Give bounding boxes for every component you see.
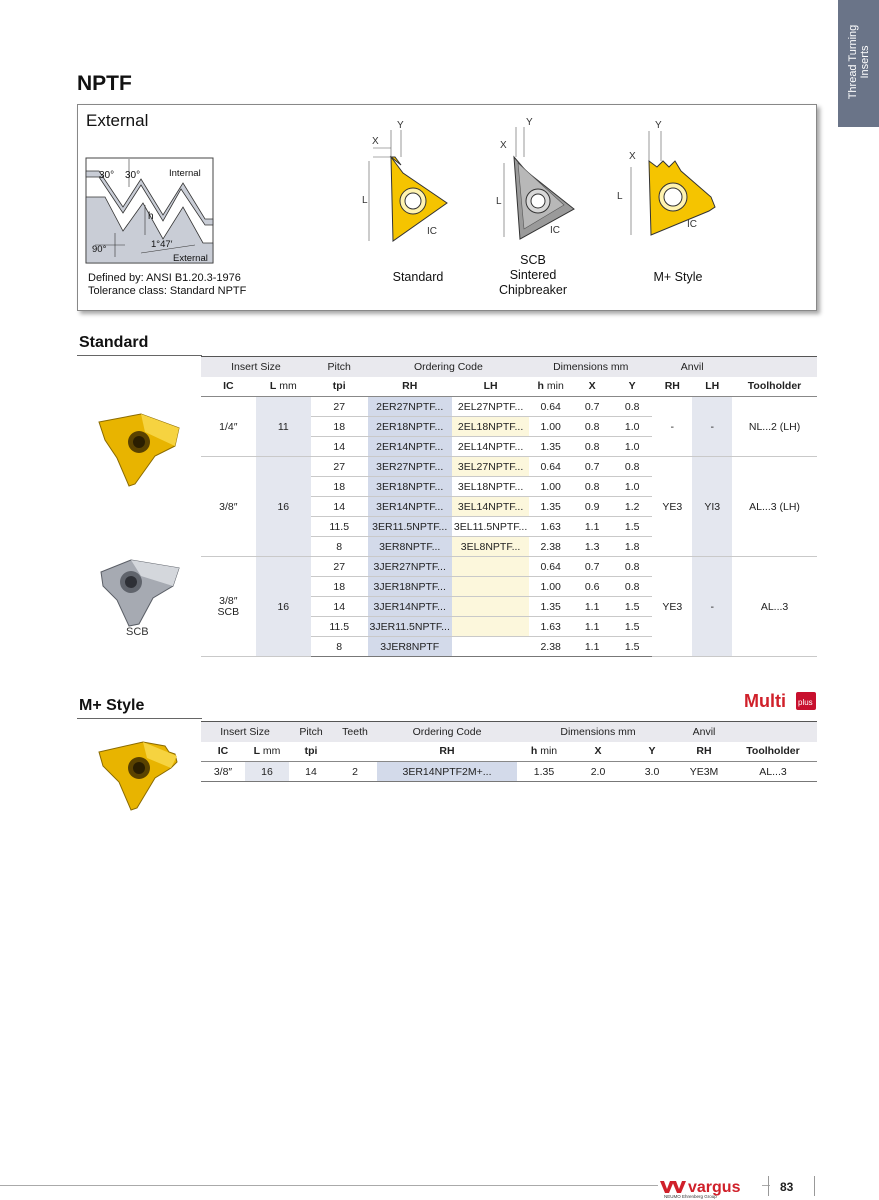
toolholder-cell: AL...3 (LH) bbox=[732, 457, 817, 557]
l-cell: 11 bbox=[256, 397, 311, 457]
ic-header: IC bbox=[201, 742, 245, 762]
multi-plus-logo bbox=[744, 689, 818, 717]
h-cell: 1.35 bbox=[517, 762, 571, 782]
standard-insert-photo bbox=[95, 410, 185, 490]
thread-profile-diagram bbox=[85, 157, 215, 265]
sub-header-row bbox=[201, 742, 817, 762]
anvil-rh-cell: YE3 bbox=[652, 557, 692, 657]
y-cell: 3.0 bbox=[625, 762, 679, 782]
external-thread-panel bbox=[77, 104, 817, 311]
scb-caption: SCB bbox=[126, 626, 149, 638]
svg-text:X: X bbox=[629, 151, 636, 162]
dimensions-header: Dimensions mm bbox=[517, 722, 679, 742]
table-row: 14 3JER14NPTF... 1.35 1.1 1.5 bbox=[201, 597, 817, 617]
standard-section-title: Standard bbox=[79, 334, 149, 351]
dimensions-header: Dimensions mm bbox=[529, 357, 652, 377]
pitch-header: Pitch bbox=[289, 722, 333, 742]
svg-text:L: L bbox=[617, 191, 623, 202]
toolholder-cell: AL...3 bbox=[732, 557, 817, 657]
anvil-rh-header: RH bbox=[652, 377, 692, 397]
scb-insert-label: SCB Sintered Chipbreaker bbox=[498, 253, 568, 297]
section-tab bbox=[838, 0, 879, 127]
anvil-lh-cell: YI3 bbox=[692, 457, 732, 557]
svg-text:Multi: Multi bbox=[744, 691, 786, 711]
anvil-lh-cell: - bbox=[692, 397, 732, 457]
ic-cell: 1/4″ bbox=[201, 397, 256, 457]
toolholder-header: Toolholder bbox=[729, 742, 817, 762]
brand-sub: NEUMO Ehrenberg Group bbox=[664, 1194, 717, 1199]
svg-text:L: L bbox=[496, 196, 502, 207]
internal-label: Internal bbox=[169, 168, 201, 179]
scb-insert-photo bbox=[95, 558, 185, 628]
table-row: 8 3ER8NPTF... 3EL8NPTF... 2.38 1.3 1.8 bbox=[201, 537, 817, 557]
ic-cell: 3/8″ bbox=[201, 457, 256, 557]
table-row: 3/8″ 16 27 3ER27NPTF... 3EL27NPTF... 0.64 0.7 0.8 YE3 YI3 AL...3 (LH) bbox=[201, 457, 817, 477]
h-header: h min bbox=[529, 377, 572, 397]
group-header-row bbox=[201, 357, 817, 377]
table-row: 18 2ER18NPTF... 2EL18NPTF... 1.00 0.8 1.0 bbox=[201, 417, 817, 437]
footer-line bbox=[0, 1185, 770, 1186]
group-header-row bbox=[201, 722, 817, 742]
ic-dim: IC bbox=[427, 226, 437, 237]
anvil-rh-header: RH bbox=[679, 742, 729, 762]
brand-name: vargus bbox=[688, 1179, 741, 1196]
standard-spec-table bbox=[201, 356, 817, 657]
lh-header: LH bbox=[452, 377, 529, 397]
anvil-rh-cell: YE3 bbox=[652, 457, 692, 557]
anvil-header: Anvil bbox=[679, 722, 729, 742]
toolholder-cell: AL...3 bbox=[729, 762, 817, 782]
definition-text bbox=[88, 272, 246, 298]
svg-text:Y: Y bbox=[526, 117, 533, 128]
standard-insert-drawing bbox=[361, 117, 471, 247]
ic-cell: 3/8″ bbox=[201, 762, 245, 782]
sub-header-row bbox=[201, 377, 817, 397]
external-label: External bbox=[173, 253, 208, 264]
h-header: h min bbox=[517, 742, 571, 762]
tpi-header: tpi bbox=[289, 742, 333, 762]
table-row: 11.5 3ER11.5NPTF... 3EL11.5NPTF... 1.63 1.1 1.5 bbox=[201, 517, 817, 537]
mplus-section-title: M+ Style bbox=[79, 697, 145, 714]
anvil-rh-cell: - bbox=[652, 397, 692, 457]
ic-cell: 3/8″ SCB bbox=[201, 557, 256, 657]
rh-code-cell: 3ER14NPTF2M+... bbox=[377, 762, 517, 782]
anvil-header: Anvil bbox=[652, 357, 732, 377]
table-row: 3/8″ SCB 16 27 3JER27NPTF... 0.64 0.7 0.8 YE3 - AL...3 bbox=[201, 557, 817, 577]
ordering-code-header: Ordering Code bbox=[377, 722, 517, 742]
anvil-rh-cell: YE3M bbox=[679, 762, 729, 782]
table-row: 14 2ER14NPTF... 2EL14NPTF... 1.35 0.8 1.0 bbox=[201, 437, 817, 457]
tpi-cell: 14 bbox=[289, 762, 333, 782]
anvil-lh-cell: - bbox=[692, 557, 732, 657]
angle-left-label: 30° bbox=[99, 170, 115, 181]
angle-90-label: 90° bbox=[92, 244, 107, 255]
table-row: 14 3ER14NPTF... 3EL14NPTF... 1.35 0.9 1.2 bbox=[201, 497, 817, 517]
insert-size-header: Insert Size bbox=[201, 357, 311, 377]
footer-divider bbox=[814, 1176, 815, 1196]
l-header: L mm bbox=[245, 742, 289, 762]
y-header: Y bbox=[612, 377, 652, 397]
svg-text:Y: Y bbox=[655, 120, 662, 131]
ic-header: IC bbox=[201, 377, 256, 397]
table-row: 18 3JER18NPTF... 1.00 0.6 0.8 bbox=[201, 577, 817, 597]
ordering-code-header: Ordering Code bbox=[368, 357, 530, 377]
footer-divider bbox=[768, 1176, 769, 1196]
section-tab-label: Thread Turning Inserts bbox=[846, 24, 871, 100]
standard-section-rule bbox=[77, 355, 202, 356]
angle-right-label: 30° bbox=[125, 170, 141, 181]
x-header: X bbox=[572, 377, 612, 397]
mplus-spec-table bbox=[201, 721, 817, 782]
standard-insert-label: Standard bbox=[392, 270, 444, 284]
mplus-section-rule bbox=[77, 718, 202, 719]
x-cell: 2.0 bbox=[571, 762, 625, 782]
rh-header: RH bbox=[368, 377, 452, 397]
l-header: L mm bbox=[256, 377, 311, 397]
teeth-cell: 2 bbox=[333, 762, 377, 782]
l-dim: L bbox=[362, 195, 368, 206]
mplus-insert-photo bbox=[95, 738, 185, 812]
tolerance-class: Tolerance class: Standard NPTF bbox=[88, 285, 247, 297]
l-cell: 16 bbox=[256, 457, 311, 557]
table-row: 1/4″ 11 27 2ER27NPTF... 2EL27NPTF... 0.64 0.7 0.8 - - NL...2 (LH) bbox=[201, 397, 817, 417]
h-label: h bbox=[148, 211, 154, 222]
l-cell: 16 bbox=[245, 762, 289, 782]
y-header: Y bbox=[625, 742, 679, 762]
table-row: 8 3JER8NPTF 2.38 1.1 1.5 bbox=[201, 637, 817, 657]
page-number: 83 bbox=[780, 1180, 794, 1194]
insert-size-header: Insert Size bbox=[201, 722, 289, 742]
x-header: X bbox=[571, 742, 625, 762]
teeth-header: Teeth bbox=[333, 722, 377, 742]
l-cell: 16 bbox=[256, 557, 311, 657]
mplus-insert-drawing bbox=[613, 117, 733, 247]
pitch-header: Pitch bbox=[311, 357, 368, 377]
table-row bbox=[201, 762, 817, 782]
svg-text:IC: IC bbox=[550, 225, 560, 236]
vargus-logo bbox=[658, 1177, 762, 1199]
page-title: NPTF bbox=[77, 72, 132, 95]
rh-header: RH bbox=[377, 742, 517, 762]
anvil-lh-header: LH bbox=[692, 377, 732, 397]
scb-insert-drawing bbox=[490, 113, 600, 243]
table-row: 11.5 3JER11.5NPTF... 1.63 1.1 1.5 bbox=[201, 617, 817, 637]
x-dim: X bbox=[372, 136, 379, 147]
y-dim: Y bbox=[397, 120, 404, 131]
mplus-insert-label: M+ Style bbox=[653, 270, 703, 284]
table-row: 18 3ER18NPTF... 3EL18NPTF... 1.00 0.8 1.0 bbox=[201, 477, 817, 497]
toolholder-cell: NL...2 (LH) bbox=[732, 397, 817, 457]
svg-text:IC: IC bbox=[687, 219, 697, 230]
taper-label: 1°47′ bbox=[151, 239, 173, 250]
tpi-header: tpi bbox=[311, 377, 368, 397]
external-heading: External bbox=[86, 111, 149, 130]
svg-text:plus: plus bbox=[798, 698, 813, 707]
defined-by: Defined by: ANSI B1.20.3-1976 bbox=[88, 272, 241, 284]
toolholder-header: Toolholder bbox=[732, 377, 817, 397]
svg-text:X: X bbox=[500, 140, 507, 151]
